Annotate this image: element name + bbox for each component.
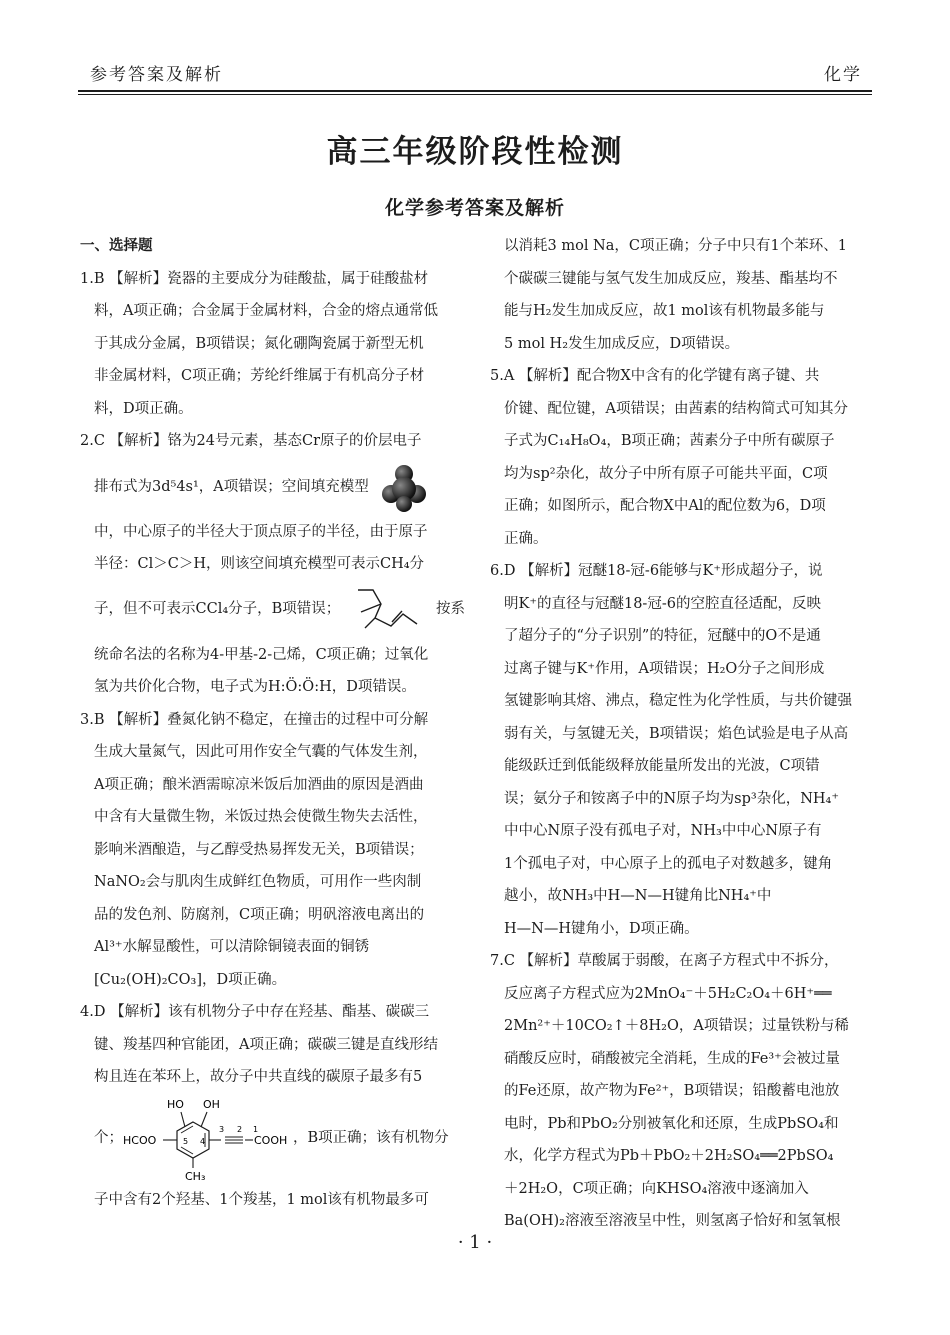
text-line: 料，D项正确。 (94, 400, 193, 417)
text-line: 中含有大量微生物，米饭过热会使微生物失去活性， (94, 809, 428, 825)
section-heading: 一、选择题 (80, 238, 153, 254)
text-line: 构且连在苯环上，故分子中共直线的碳原子最多有5 (94, 1069, 423, 1085)
label-num: 1 (253, 1124, 259, 1134)
text-line: 于其成分金属，B项错误；氮化硼陶瓷属于新型无机 (94, 335, 424, 352)
text-line: 影响米酒酿造，与乙醇受热易挥发无关，B项错误； (94, 841, 424, 858)
text-line: 6.D 【解析】冠醚18-冠-6能够与K⁺形成超分子，说 (490, 563, 823, 579)
label-hcoo: HCOO (123, 1133, 157, 1147)
text-line: NaNO₂会与肌肉生成鲜红色物质，可用作一些肉制 (94, 874, 422, 890)
text-line: 过离子键与K⁺作用，A项错误；H₂O分子之间形成 (504, 660, 825, 677)
text-span: 按系 (435, 601, 465, 618)
page-subtitle: 化学参考答案及解析 (384, 197, 565, 219)
text-line: 正确。 (504, 530, 548, 547)
text-line: 氢为共价化合物，电子式为H:Ö:Ö:H，D项错误。 (94, 679, 416, 695)
text-span: ，B项正确；该有机物分 (293, 1130, 449, 1147)
label-ch3: CH₃ (185, 1169, 206, 1183)
text-line: 4.D 【解析】该有机物分子中存在羟基、酯基、碳碳三 (80, 1004, 430, 1020)
text-line: Al³⁺水解显酸性，可以清除铜镜表面的铜锈 (94, 939, 370, 955)
header-rule-thin (78, 94, 872, 95)
text-line: 7.C 【解析】草酸属于弱酸，在离子方程式中不拆分， (490, 953, 839, 969)
header-rule (78, 90, 872, 92)
text-line: 能级跃迁到低能级释放能量所发出的光波，C项错 (504, 758, 820, 774)
header-left: 参考答案及解析 (90, 65, 223, 85)
text-line: 越小，故NH₃中H—N—H键角比NH₄⁺中 (504, 888, 772, 904)
label-ho: HO (167, 1097, 184, 1111)
text-line: 5 mol H₂发生加成反应，D项错误。 (504, 335, 740, 352)
right-column (490, 230, 875, 1238)
text-line: 半径：Cl＞C＞H，则该空间填充模型可表示CH₄分 (94, 556, 425, 572)
text-span: 个； (94, 1130, 123, 1147)
text-line: 子中含有2个羟基、1个羧基，1 mol该有机物最多可 (94, 1191, 429, 1208)
page-title: 高三年级阶段性检测 (326, 134, 624, 170)
text-line: 2.C 【解析】铬为24号元素，基态Cr原子的价层电子 (80, 433, 422, 449)
label-cooh: COOH (254, 1133, 288, 1147)
structural-formula-image (123, 1094, 293, 1184)
text-line: 误；氨分子和铵离子中的N原子均为sp³杂化，NH₄⁺ (504, 790, 840, 807)
text-line: 水，化学方程式为Pb＋PbO₂＋2H₂SO₄══2PbSO₄ (504, 1148, 834, 1164)
left-column (80, 230, 465, 1216)
text-line: 电时，Pb和PbO₂分别被氧化和还原，生成PbSO₄和 (504, 1115, 839, 1132)
label-num: 2 (237, 1124, 243, 1134)
text-line: H—N—H键角小，D项正确。 (504, 920, 699, 937)
text-line: 子式为C₁₄H₈O₄，B项正确；茜素分子中所有碳原子 (504, 433, 835, 449)
text-line: 的Fe还原，故产物为Fe²⁺，B项错误；铅酸蓄电池放 (504, 1083, 840, 1099)
space-filling-model-image (379, 462, 429, 512)
label-oh: OH (203, 1097, 220, 1111)
text-line: 以消耗3 mol Na，C项正确；分子中只有1个苯环、1 (504, 238, 847, 254)
text-line: 3.B 【解析】叠氮化钠不稳定，在撞击的过程中可分解 (80, 711, 429, 728)
text-line: 明K⁺的直径与冠醚18-冠-6的空腔直径适配，反映 (504, 595, 821, 612)
text-line: 反应离子方程式应为2MnO₄⁻＋5H₂C₂O₄＋6H⁺══ (504, 985, 832, 1002)
text-line: 能与H₂发生加成反应，故1 mol该有机物最多能与 (504, 303, 825, 319)
text-line (80, 1094, 465, 1184)
text-line: 中，中心原子的半径大于顶点原子的半径，由于原子 (94, 523, 428, 540)
text-line: 非金属材料，C项正确；芳纶纤维属于有机高分子材 (94, 368, 425, 384)
text-line: 正确；如图所示，配合物X中Al的配位数为6，D项 (504, 498, 826, 514)
text-line: ＋2H₂O，C项正确；向KHSO₄溶液中逐滴加入 (504, 1180, 809, 1197)
text-line: 1个孤电子对，中心原子上的孤电子对数越多，键角 (504, 855, 833, 872)
text-line: 了超分子的“分子识别”的特征，冠醚中的O不是通 (504, 628, 821, 644)
text-line (80, 458, 465, 516)
header-right: 化学 (824, 65, 862, 85)
text-line: 键、羧基四种官能团，A项正确；碳碳三键是直线形结 (94, 1036, 438, 1053)
text-line: 价键、配位键，A项错误；由茜素的结构简式可知其分 (504, 400, 848, 417)
skeletal-formula-image (353, 584, 423, 636)
text-line: 2Mn²⁺＋10CO₂↑＋8H₂O，A项错误；过量铁粉与稀 (504, 1018, 849, 1034)
text-line: 弱有关，与氢键无关，B项错误；焰色试验是电子从高 (504, 725, 849, 742)
text-line: 个碳碳三键能与氢气发生加成反应，羧基、酯基均不 (504, 270, 838, 287)
label-num: 3 (219, 1124, 225, 1134)
text-line: 氢键影响其熔、沸点，稳定性为化学性质，与共价键强 (504, 693, 852, 709)
text-line: [Cu₂(OH)₂CO₃]，D项正确。 (94, 971, 287, 988)
text-line: Ba(OH)₂溶液至溶液呈中性，则氢离子恰好和氢氧根 (504, 1213, 841, 1229)
text-span: 子，但不可表示CCl₄分子，B项错误； (94, 601, 341, 618)
text-line: 中中心N原子没有孤电子对，NH₃中中心N原子有 (504, 823, 822, 839)
label-num: 4 (200, 1136, 206, 1146)
label-num: 5 (183, 1136, 189, 1146)
text-line: 5.A 【解析】配合物X中含有的化学键有离子键、共 (490, 368, 820, 384)
text-line: 品的发色剂、防腐剂，C项正确；明矾溶液电离出的 (94, 906, 425, 923)
text-span: 排布式为3d⁵4s¹，A项错误；空间填充模型 (94, 478, 369, 495)
text-line: 均为sp²杂化，故分子中所有原子可能共平面，C项 (504, 465, 828, 482)
text-line: 料，A项正确；合金属于金属材料，合金的熔点通常低 (94, 303, 438, 319)
page-number: · 1 · (457, 1232, 493, 1253)
text-line (80, 581, 465, 639)
text-line: 1.B 【解析】瓷器的主要成分为硅酸盐，属于硅酸盐材 (80, 270, 429, 287)
text-line: 硝酸反应时，硝酸被完全消耗，生成的Fe³⁺会被过量 (504, 1050, 840, 1067)
text-line: A项正确；酿米酒需晾凉米饭后加酒曲的原因是酒曲 (94, 776, 424, 793)
text-line: 统命名法的名称为4-甲基-2-己烯，C项正确；过氧化 (94, 646, 429, 663)
text-line: 生成大量氮气，因此可用作安全气囊的气体发生剂， (94, 744, 428, 760)
